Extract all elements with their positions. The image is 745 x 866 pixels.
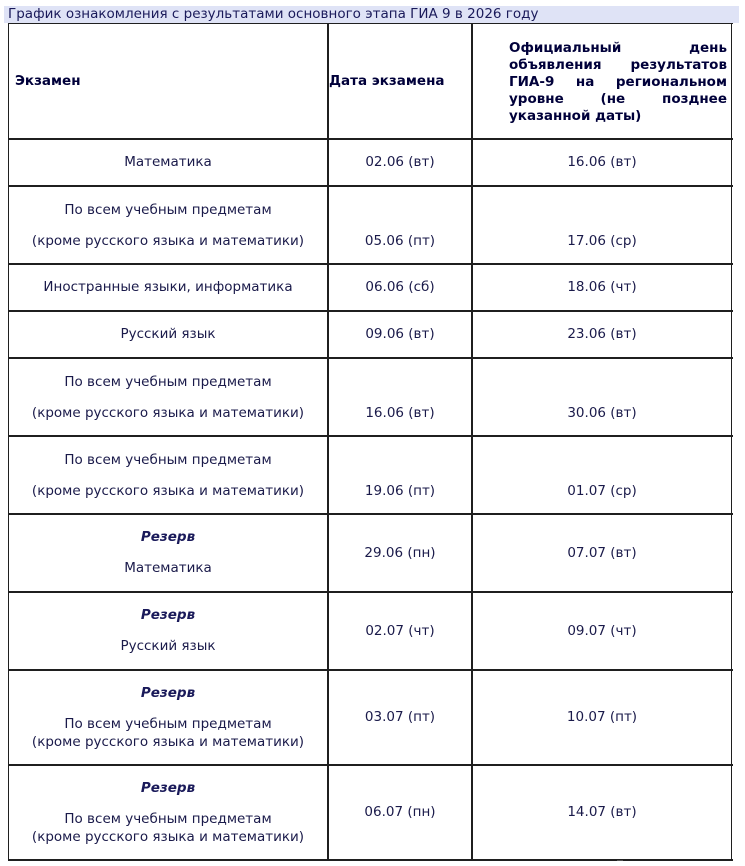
subject-line: Математика xyxy=(124,560,212,576)
result-date-cell xyxy=(473,592,731,669)
subject-line: По всем учебным предметам xyxy=(64,202,272,218)
exam-date-cell xyxy=(329,514,471,591)
reserve-label: Резерв xyxy=(140,780,196,796)
header-official-line: ГИА-9 на региональном xyxy=(509,74,727,90)
exam-date-cell xyxy=(329,139,471,185)
result-date-cell xyxy=(473,358,731,435)
exam-date-cell xyxy=(329,670,471,764)
table-row-subject xyxy=(9,765,327,859)
exam-date: 09.06 (вт) xyxy=(365,326,435,342)
table-row-subject xyxy=(9,514,327,591)
result-date-cell xyxy=(473,514,731,591)
table-row-subject xyxy=(9,358,327,435)
result-date-cell xyxy=(473,186,731,263)
exam-date: 19.06 (пт) xyxy=(364,483,436,499)
exam-date-cell xyxy=(329,765,471,859)
subject-line: (кроме русского языка и математики) xyxy=(31,483,305,499)
table-row-subject xyxy=(9,592,327,669)
result-date-cell xyxy=(473,139,731,185)
result-date-cell xyxy=(473,264,731,310)
exam-date-cell xyxy=(329,186,471,263)
subject-line: По всем учебным предметам xyxy=(64,452,272,468)
result-date: 30.06 (вт) xyxy=(567,405,637,421)
exam-date-cell xyxy=(329,592,471,669)
subject-line: Иностранные языки, информатика xyxy=(43,279,293,295)
table-row-subject xyxy=(9,264,327,310)
result-date: 23.06 (вт) xyxy=(567,326,637,342)
table-row-subject xyxy=(9,186,327,263)
exam-date: 29.06 (пн) xyxy=(364,544,436,561)
result-date: 14.07 (вт) xyxy=(567,804,637,820)
header-exam-date-label: Дата экзамена xyxy=(329,73,445,89)
table-border xyxy=(731,23,732,861)
table-border xyxy=(8,860,733,861)
exam-date-cell xyxy=(329,311,471,357)
result-date-cell xyxy=(473,670,731,764)
exam-date: 03.07 (пт) xyxy=(364,709,436,725)
reserve-label: Резерв xyxy=(140,685,196,701)
subject-line: По всем учебным предметам xyxy=(64,374,272,390)
exam-date-cell xyxy=(329,264,471,310)
header-exam xyxy=(9,24,327,138)
header-exam-date xyxy=(329,24,471,138)
subject-line: Русский язык xyxy=(120,326,216,342)
subject-line: (кроме русского языка и математики) xyxy=(31,233,305,249)
exam-date: 16.06 (вт) xyxy=(365,405,435,421)
exam-date: 02.06 (вт) xyxy=(365,154,435,170)
exam-date-cell xyxy=(329,436,471,513)
subject-line: (кроме русского языка и математики) xyxy=(31,405,305,421)
results-schedule-table xyxy=(8,23,733,861)
exam-date: 06.07 (пн) xyxy=(364,804,436,820)
header-official-results-day xyxy=(473,24,731,138)
table-row-subject xyxy=(9,436,327,513)
subject-line: По всем учебным предметам xyxy=(64,811,272,827)
divider-fragment xyxy=(617,860,623,861)
result-date: 07.07 (вт) xyxy=(567,544,637,561)
reserve-label: Резерв xyxy=(140,607,196,623)
result-date: 17.06 (ср) xyxy=(567,233,637,249)
table-row-subject xyxy=(9,139,327,185)
result-date-cell xyxy=(473,765,731,859)
header-official-line: указанной даты) xyxy=(509,108,642,124)
result-date: 18.06 (чт) xyxy=(567,279,637,295)
table-row-subject xyxy=(9,311,327,357)
exam-date: 02.07 (чт) xyxy=(365,622,435,639)
header-official-line: объявления результатов xyxy=(509,57,727,73)
exam-date-cell xyxy=(329,358,471,435)
result-date-cell xyxy=(473,311,731,357)
table-caption: График ознакомления с результатами основного этапа ГИА 9 в 2026 году xyxy=(4,6,739,23)
result-date: 01.07 (ср) xyxy=(567,483,637,499)
result-date: 09.07 (чт) xyxy=(567,622,637,639)
subject-line: (кроме русского языка и математики) xyxy=(31,829,305,845)
header-official-line: Официальный день xyxy=(509,40,727,56)
subject-line: (кроме русского языка и математики) xyxy=(31,734,305,750)
table-row-subject xyxy=(9,670,327,764)
subject-line: Русский язык xyxy=(120,638,216,654)
result-date: 10.07 (пт) xyxy=(566,709,638,725)
subject-line: Математика xyxy=(124,154,212,170)
header-official-line: уровне (не позднее xyxy=(509,91,727,107)
result-date-cell xyxy=(473,436,731,513)
reserve-label: Резерв xyxy=(140,529,196,545)
header-exam-label: Экзамен xyxy=(15,73,81,89)
exam-date: 05.06 (пт) xyxy=(364,233,436,249)
result-date: 16.06 (вт) xyxy=(567,154,637,170)
subject-line: По всем учебным предметам xyxy=(64,716,272,732)
exam-date: 06.06 (сб) xyxy=(365,279,435,295)
